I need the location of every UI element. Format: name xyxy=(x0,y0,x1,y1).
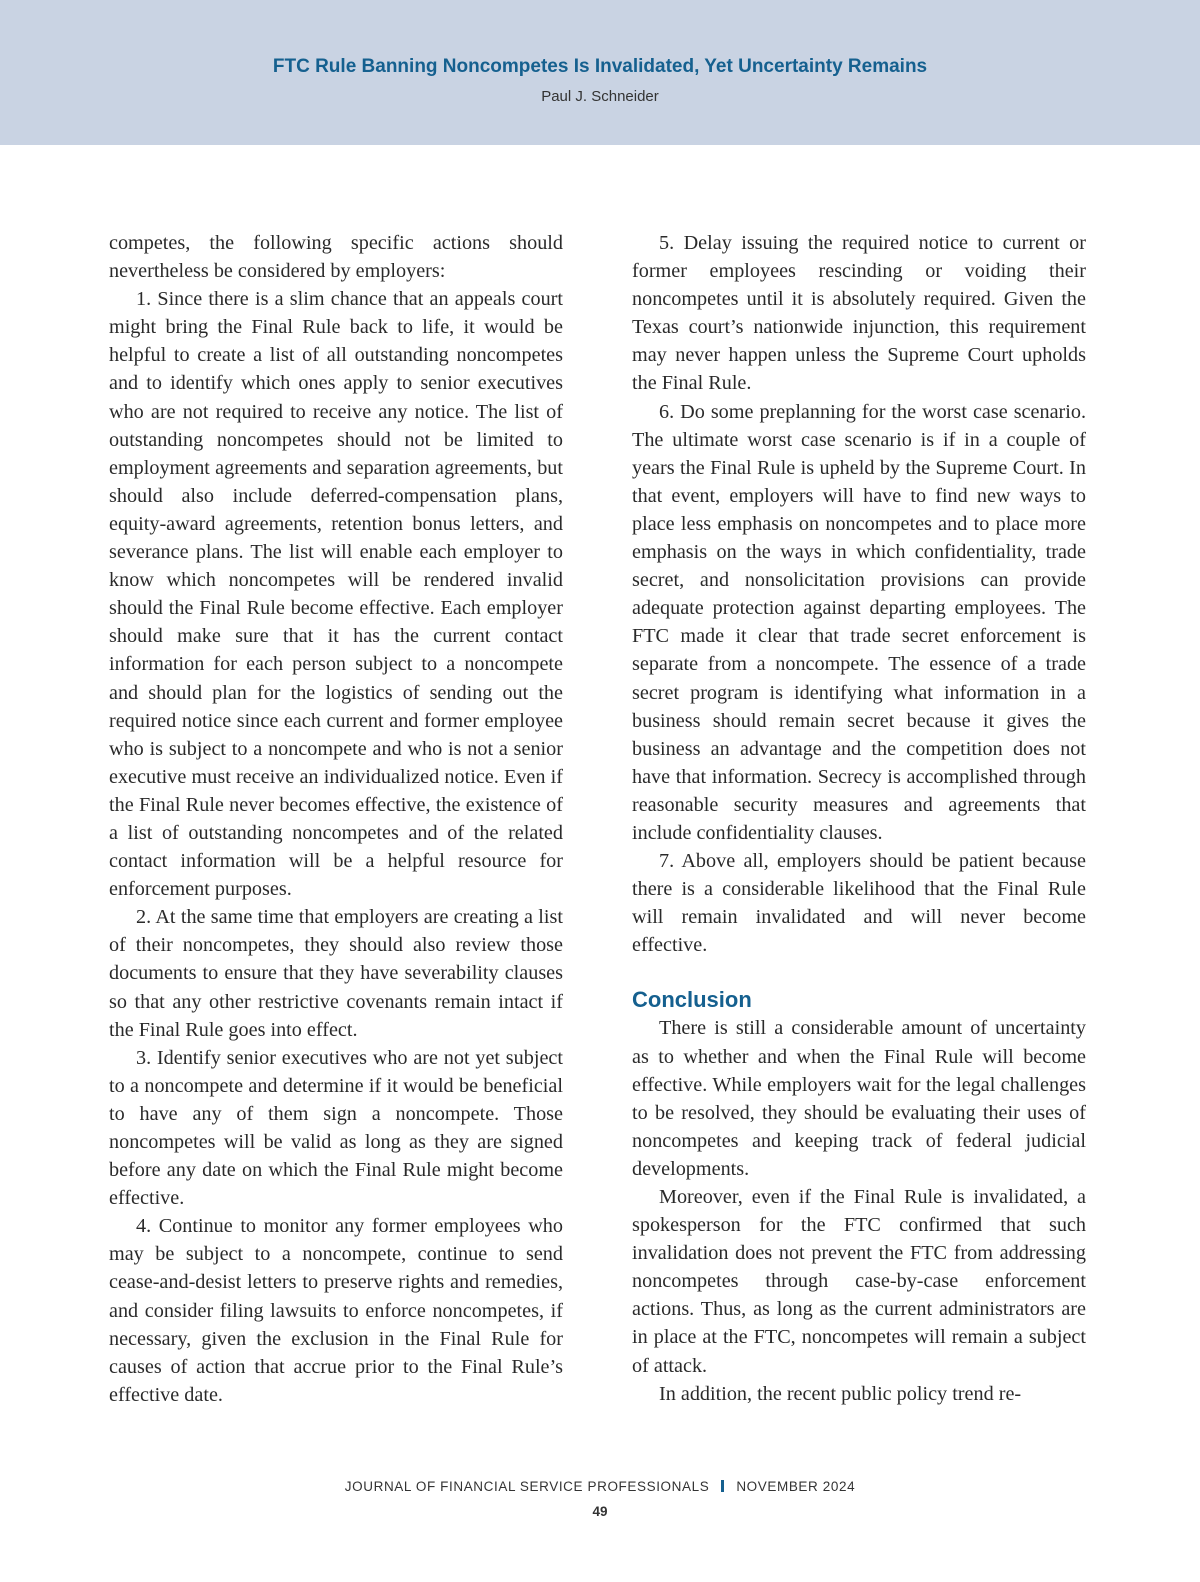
article-author: Paul J. Schneider xyxy=(541,88,659,105)
paragraph: 7. Above all, employers should be patient because there is a considerable likelihood that the Final Rule will remain invalidated and will never become effective. xyxy=(632,850,1086,957)
footer-separator xyxy=(721,1480,724,1492)
journal-name: JOURNAL OF FINANCIAL SERVICE PROFESSIONALS xyxy=(344,1479,710,1494)
paragraph: 5. Delay issuing the required notice to current or former employees rescinding or voiding their noncompetes until it is absolutely required. Given the Texas court’s nationwide injunction, this requirement may never happen unless the Supreme Court upholds the Final Rule. xyxy=(632,232,1086,395)
paragraph: 4. Continue to monitor any former employees who may be subject to a noncompete, continue to send cease-and-desist letters to preserve rights and remedies, and consider filing lawsuits to enforce noncompetes, if necessary, given the exclusion in the Final Rule for causes of action that accrue prior to the Final Rule’s effective date. xyxy=(109,1215,563,1406)
article-title: FTC Rule Banning Noncompetes Is Invalidated, Yet Uncertainty Remains xyxy=(272,56,928,77)
paragraph: competes, the following specific actions should nevertheless be considered by employers: xyxy=(109,232,563,283)
paragraph: Moreover, even if the Final Rule is invalidated, a spokesperson for the FTC confirmed that such invalidation does not prevent the FTC from addressing noncompetes through case-by-case enforcement actions. Thus, as long as the current administrators are in place at the FTC, noncompetes will remain a subject of attack. xyxy=(632,1186,1086,1377)
page-number: 49 xyxy=(592,1504,608,1519)
paragraph: 6. Do some preplanning for the worst case scenario. The ultimate worst case scenario is if in a couple of years the Final Rule is upheld by the Supreme Court. In that event, employers will have to find new ways to place less emphasis on noncompetes and to place more emphasis on the ways in which confidentiality, trade secret, and nonsolicitation provisions can provide adequate protection against departing employees. The FTC made it clear that trade secret enforcement is separate from a noncompete. The essence of a trade secret program is identifying what information in a business should remain secret because it gives the business an advantage and the competition does not have that information. Secrecy is accomplished through reasonable security measures and agreements that include confidentiality clauses. xyxy=(632,400,1086,844)
page-footer xyxy=(0,1479,1200,1494)
paragraph: 3. Identify senior executives who are not yet subject to a noncompete and determine if it would be beneficial to have any of them sign a noncompete. Those noncompetes will be valid as long as they are signed before any date on which the Final Rule might become effective. xyxy=(109,1046,563,1210)
paragraph: 2. At the same time that employers are creating a list of their noncompetes, they should also review those documents to ensure that they have severability clauses so that any other restrictive covenants remain intact if the Final Rule goes into effect. xyxy=(109,906,563,1041)
issue-date: NOVEMBER 2024 xyxy=(736,1479,856,1494)
paragraph: 1. Since there is a slim chance that an appeals court might bring the Final Rule back to life, it would be helpful to create a list of all outstanding noncompetes and to identify which ones apply to senior executives who are not required to receive any notice. The list of outstanding noncompetes should not be limited to employment agreements and separation agreements, but should also include deferred-compensation plans, equity-award agreements, retention bonus letters, and severance plans. The list will enable each employer to know which noncompetes will be rendered invalid should the Final Rule become effective. Each employer should make sure that it has the current contact information for each person subject to a noncompete and should plan for the logistics of sending out the required notice since each current and former employee who is subject to a noncompete and who is not a senior executive must receive an individualized notice. Even if the Final Rule never becomes effective, the existence of a list of outstanding noncompetes and of the related contact information will be a helpful resource for enforcement purposes. xyxy=(109,288,563,901)
section-heading-conclusion: Conclusion xyxy=(632,987,752,1013)
right-column xyxy=(632,229,1086,1408)
left-column xyxy=(109,229,563,1409)
paragraph: There is still a considerable amount of uncertainty as to whether and when the Final Rule will become effective. While employers wait for the legal challenges to be resolved, they should be evaluating their uses of noncompetes and keeping track of federal judicial developments. xyxy=(632,1017,1086,1180)
page-header xyxy=(0,0,1200,145)
paragraph: In addition, the recent public policy trend re- xyxy=(659,1382,1022,1405)
